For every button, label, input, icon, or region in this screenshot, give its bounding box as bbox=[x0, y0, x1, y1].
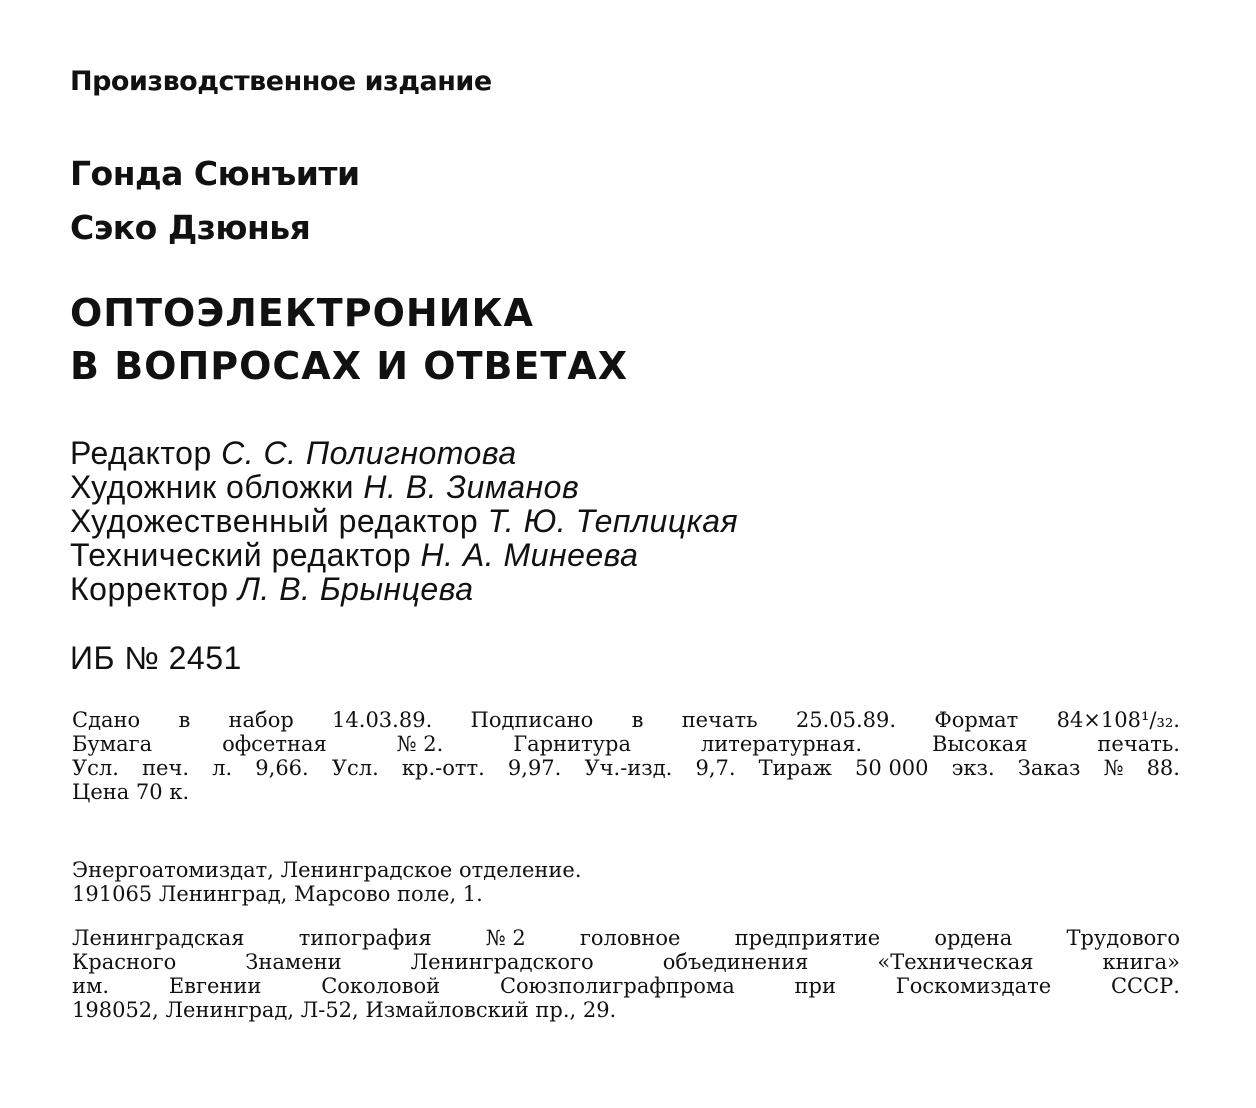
word: Подписано bbox=[470, 708, 594, 732]
author-1: Гонда Сюнъити bbox=[70, 154, 360, 193]
word: л. bbox=[212, 756, 233, 780]
word: Госкомиздате bbox=[895, 974, 1052, 998]
word: 9,66. bbox=[255, 756, 309, 780]
word: печать. bbox=[1097, 732, 1180, 756]
word: объединения bbox=[662, 950, 809, 974]
word: СССР. bbox=[1110, 974, 1180, 998]
word: Союзполиграфпрома bbox=[499, 974, 735, 998]
word: Ленинградского bbox=[410, 950, 594, 974]
word: 88. bbox=[1146, 756, 1180, 780]
word: Знамени bbox=[245, 950, 342, 974]
word: головное bbox=[579, 926, 681, 950]
word: 14.03.89. bbox=[332, 708, 433, 732]
word: печать bbox=[681, 708, 758, 732]
price: Цена 70 к. bbox=[72, 780, 190, 804]
word: № 2 bbox=[485, 926, 526, 950]
word: им. bbox=[72, 974, 110, 998]
word: № bbox=[1103, 756, 1124, 780]
word: Заказ bbox=[1017, 756, 1081, 780]
word: 9,97. bbox=[507, 756, 562, 780]
credit-person: Л. В. Брынцева bbox=[237, 571, 474, 607]
word: предприятие bbox=[734, 926, 881, 950]
word: офсетная bbox=[222, 732, 327, 756]
printer-line-1 bbox=[72, 926, 1180, 950]
word: при bbox=[794, 974, 836, 998]
credit-row bbox=[70, 572, 738, 606]
imprint-line-3 bbox=[72, 756, 1180, 780]
word: Формат bbox=[934, 708, 1019, 732]
credit-role: Редактор bbox=[70, 435, 212, 471]
ib-number: ИБ № 2451 bbox=[70, 640, 242, 676]
printer-block bbox=[72, 926, 1180, 1022]
credits-list bbox=[70, 436, 738, 606]
word: кр.-отт. bbox=[401, 756, 485, 780]
credit-person: С. С. Полигнотова bbox=[221, 435, 517, 471]
credit-row bbox=[70, 538, 738, 572]
word: Евгении bbox=[168, 974, 262, 998]
word: «Техническая bbox=[877, 950, 1034, 974]
imprint-block bbox=[72, 708, 1180, 804]
word: Ленинградская bbox=[72, 926, 245, 950]
credit-role: Корректор bbox=[70, 571, 229, 607]
word: Соколовой bbox=[321, 974, 441, 998]
word: Уч.-изд. bbox=[584, 756, 673, 780]
credit-person: Т. Ю. Теплицкая bbox=[487, 503, 739, 539]
word: Бумага bbox=[72, 732, 153, 756]
word: Гарнитура bbox=[513, 732, 631, 756]
word: 84×108¹/₃₂. bbox=[1056, 708, 1180, 732]
printer-address: 198052, Ленинград, Л-52, Измайловский пр., 29. bbox=[72, 998, 617, 1022]
edition-type: Производственное издание bbox=[70, 66, 492, 97]
credit-role: Технический редактор bbox=[70, 537, 412, 573]
book-title-line-2: В ВОПРОСАХ И ОТВЕТАХ bbox=[70, 344, 629, 388]
imprint-line-1 bbox=[72, 708, 1180, 732]
word: Красного bbox=[72, 950, 177, 974]
word: в bbox=[631, 708, 644, 732]
book-title-line-1: ОПТОЭЛЕКТРОНИКА bbox=[70, 291, 534, 335]
credit-row bbox=[70, 436, 738, 470]
word: 25.05.89. bbox=[795, 708, 897, 732]
word: книга» bbox=[1102, 950, 1180, 974]
word: Высокая bbox=[932, 732, 1028, 756]
word: Сдано bbox=[72, 708, 141, 732]
word: Трудового bbox=[1066, 926, 1180, 950]
credit-role: Художник обложки bbox=[70, 469, 354, 505]
word: литературная. bbox=[700, 732, 863, 756]
credit-person: Н. А. Минеева bbox=[420, 537, 639, 573]
author-2: Сэко Дзюнья bbox=[70, 208, 311, 247]
credit-role: Художественный редактор bbox=[70, 503, 479, 539]
word: типография bbox=[298, 926, 432, 950]
word: Тираж bbox=[758, 756, 832, 780]
word: 50 000 bbox=[855, 756, 929, 780]
publisher-block bbox=[72, 858, 582, 906]
word: № 2. bbox=[396, 732, 444, 756]
printer-line-2 bbox=[72, 950, 1180, 974]
word: экз. bbox=[951, 756, 995, 780]
word: набор bbox=[228, 708, 294, 732]
word: 9,7. bbox=[695, 756, 736, 780]
publisher-name: Энергоатомиздат, Ленинградское отделение. bbox=[72, 858, 582, 882]
word: печ. bbox=[142, 756, 190, 780]
credit-person: Н. В. Зиманов bbox=[363, 469, 580, 505]
word: ордена bbox=[934, 926, 1013, 950]
credit-row bbox=[70, 504, 738, 538]
word: в bbox=[178, 708, 191, 732]
credit-row bbox=[70, 470, 738, 504]
word: Усл. bbox=[331, 756, 379, 780]
word: Усл. bbox=[72, 756, 119, 780]
imprint-line-2 bbox=[72, 732, 1180, 756]
publisher-address: 191065 Ленинград, Марсово поле, 1. bbox=[72, 882, 483, 906]
printer-line-3 bbox=[72, 974, 1180, 998]
